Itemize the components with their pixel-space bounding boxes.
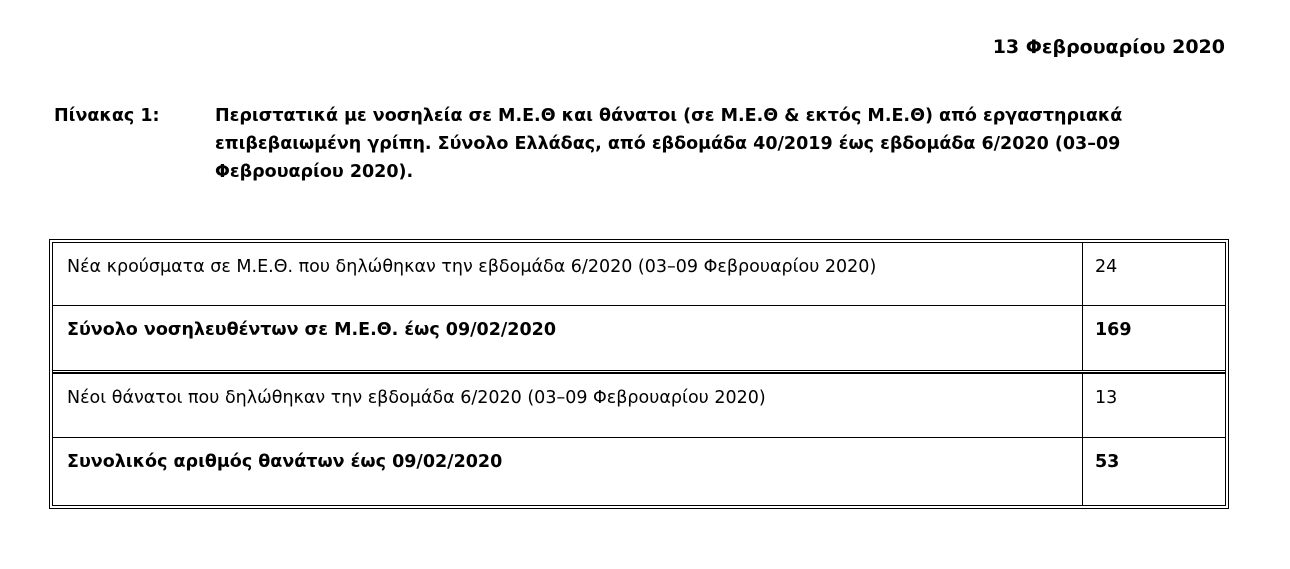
row-value-new-deaths: 13	[1095, 388, 1118, 408]
row-value-new-icu-cases: 24	[1095, 257, 1118, 277]
table-row	[53, 374, 1225, 438]
statistics-table	[49, 239, 1229, 509]
row-label-new-icu-cases: Νέα κρούσματα σε Μ.Ε.Θ. που δηλώθηκαν την εβδομάδα 6/2020 (03–09 Φεβρουαρίου 2020)	[53, 243, 1083, 305]
caption-text: Περιστατικά με νοσηλεία σε Μ.Ε.Θ και θάνατοι (σε Μ.Ε.Θ & εκτός Μ.Ε.Θ) από εργαστηριακά επιβεβαιωμένη γρίπη. Σύνολο Ελλάδας, από εβδομάδα 40/2019 έως εβδομάδα 6/2020 (03–09 Φεβρουαρίου 2020).	[215, 106, 1123, 182]
table-row	[53, 243, 1225, 306]
row-value-total-icu: 169	[1095, 320, 1132, 340]
table-caption	[54, 102, 1214, 186]
row-label-total-deaths: Συνολικός αριθμός θανάτων έως 09/02/2020	[53, 438, 1083, 505]
table-row	[53, 438, 1225, 505]
row-label-new-deaths: Νέοι θάνατοι που δηλώθηκαν την εβδομάδα 6/2020 (03–09 Φεβρουαρίου 2020)	[53, 374, 1083, 437]
row-value-total-deaths: 53	[1095, 452, 1120, 472]
report-date: 13 Φεβρουαρίου 2020	[992, 36, 1225, 58]
table-row	[53, 306, 1225, 370]
row-label-total-icu: Σύνολο νοσηλευθέντων σε Μ.Ε.Θ. έως 09/02/2020	[53, 306, 1083, 370]
caption-label: Πίνακας 1:	[54, 106, 160, 126]
